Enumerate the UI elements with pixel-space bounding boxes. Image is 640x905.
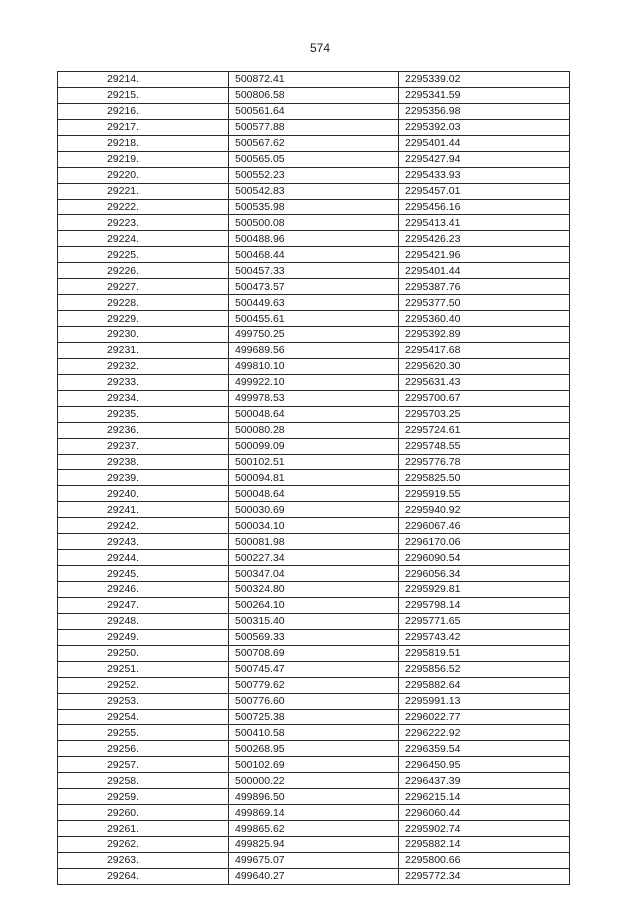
table-row: [58, 534, 570, 550]
table-row: [58, 757, 570, 773]
point-number-cell: 29215.: [58, 87, 229, 103]
point-number-cell: 29218.: [58, 135, 229, 151]
point-number-cell: 29227.: [58, 279, 229, 295]
point-number-cell: 29219.: [58, 151, 229, 167]
y-coordinate-cell: 2295392.89: [399, 327, 570, 343]
point-number-cell: 29264.: [58, 868, 229, 884]
point-number-cell: 29251.: [58, 661, 229, 677]
table-row: [58, 103, 570, 119]
point-number-cell: 29244.: [58, 550, 229, 566]
x-coordinate-cell: 500561.64: [229, 103, 399, 119]
point-number-cell: 29263.: [58, 852, 229, 868]
point-number-cell: 29214.: [58, 72, 229, 88]
x-coordinate-cell: 500034.10: [229, 518, 399, 534]
y-coordinate-cell: 2295772.34: [399, 868, 570, 884]
y-coordinate-cell: 2295339.02: [399, 72, 570, 88]
point-number-cell: 29242.: [58, 518, 229, 534]
table-row: [58, 135, 570, 151]
table-row: [58, 422, 570, 438]
point-number-cell: 29250.: [58, 645, 229, 661]
table-row: [58, 725, 570, 741]
x-coordinate-cell: 499978.53: [229, 390, 399, 406]
table-row: [58, 789, 570, 805]
point-number-cell: 29224.: [58, 231, 229, 247]
y-coordinate-cell: 2296222.92: [399, 725, 570, 741]
x-coordinate-cell: 500048.64: [229, 486, 399, 502]
table-row: [58, 183, 570, 199]
point-number-cell: 29246.: [58, 582, 229, 598]
point-number-cell: 29223.: [58, 215, 229, 231]
x-coordinate-cell: 500708.69: [229, 645, 399, 661]
point-number-cell: 29225.: [58, 247, 229, 263]
table-row: [58, 821, 570, 837]
y-coordinate-cell: 2295748.55: [399, 438, 570, 454]
x-coordinate-cell: 500102.69: [229, 757, 399, 773]
point-number-cell: 29256.: [58, 741, 229, 757]
table-row: [58, 805, 570, 821]
point-number-cell: 29228.: [58, 295, 229, 311]
table-row: [58, 327, 570, 343]
point-number-cell: 29248.: [58, 613, 229, 629]
x-coordinate-cell: 500081.98: [229, 534, 399, 550]
y-coordinate-cell: 2295940.92: [399, 502, 570, 518]
x-coordinate-cell: 499750.25: [229, 327, 399, 343]
point-number-cell: 29240.: [58, 486, 229, 502]
y-coordinate-cell: 2296450.95: [399, 757, 570, 773]
x-coordinate-cell: 500268.95: [229, 741, 399, 757]
point-number-cell: 29222.: [58, 199, 229, 215]
page-number: 574: [309, 41, 331, 55]
x-coordinate-cell: 500567.62: [229, 135, 399, 151]
table-row: [58, 87, 570, 103]
x-coordinate-cell: 500455.61: [229, 311, 399, 327]
coordinates-table: [57, 71, 570, 885]
table-row: [58, 119, 570, 135]
y-coordinate-cell: 2295991.13: [399, 693, 570, 709]
y-coordinate-cell: 2295413.41: [399, 215, 570, 231]
x-coordinate-cell: 499825.94: [229, 837, 399, 853]
x-coordinate-cell: 500000.22: [229, 773, 399, 789]
y-coordinate-cell: 2295703.25: [399, 406, 570, 422]
x-coordinate-cell: 500410.58: [229, 725, 399, 741]
x-coordinate-cell: 500468.44: [229, 247, 399, 263]
x-coordinate-cell: 499689.56: [229, 342, 399, 358]
x-coordinate-cell: 500500.08: [229, 215, 399, 231]
table-row: [58, 215, 570, 231]
x-coordinate-cell: 500779.62: [229, 677, 399, 693]
table-row: [58, 470, 570, 486]
x-coordinate-cell: 500488.96: [229, 231, 399, 247]
x-coordinate-cell: 500776.60: [229, 693, 399, 709]
table-row: [58, 231, 570, 247]
y-coordinate-cell: 2296215.14: [399, 789, 570, 805]
y-coordinate-cell: 2295620.30: [399, 358, 570, 374]
table-row: [58, 645, 570, 661]
point-number-cell: 29221.: [58, 183, 229, 199]
table-row: [58, 837, 570, 853]
point-number-cell: 29261.: [58, 821, 229, 837]
y-coordinate-cell: 2295456.16: [399, 199, 570, 215]
table-row: [58, 454, 570, 470]
y-coordinate-cell: 2295427.94: [399, 151, 570, 167]
table-row: [58, 597, 570, 613]
point-number-cell: 29220.: [58, 167, 229, 183]
point-number-cell: 29237.: [58, 438, 229, 454]
table-row: [58, 661, 570, 677]
y-coordinate-cell: 2295902.74: [399, 821, 570, 837]
point-number-cell: 29234.: [58, 390, 229, 406]
x-coordinate-cell: 500315.40: [229, 613, 399, 629]
table-row: [58, 868, 570, 884]
x-coordinate-cell: 500745.47: [229, 661, 399, 677]
y-coordinate-cell: 2296359.54: [399, 741, 570, 757]
y-coordinate-cell: 2295387.76: [399, 279, 570, 295]
table-row: [58, 311, 570, 327]
point-number-cell: 29233.: [58, 374, 229, 390]
table-row: [58, 295, 570, 311]
x-coordinate-cell: 500552.23: [229, 167, 399, 183]
y-coordinate-cell: 2295341.59: [399, 87, 570, 103]
point-number-cell: 29235.: [58, 406, 229, 422]
point-number-cell: 29259.: [58, 789, 229, 805]
y-coordinate-cell: 2295377.50: [399, 295, 570, 311]
point-number-cell: 29247.: [58, 597, 229, 613]
table-row: [58, 72, 570, 88]
y-coordinate-cell: 2295882.14: [399, 837, 570, 853]
y-coordinate-cell: 2295421.96: [399, 247, 570, 263]
table-row: [58, 167, 570, 183]
y-coordinate-cell: 2295743.42: [399, 629, 570, 645]
x-coordinate-cell: 500725.38: [229, 709, 399, 725]
y-coordinate-cell: 2295825.50: [399, 470, 570, 486]
point-number-cell: 29255.: [58, 725, 229, 741]
y-coordinate-cell: 2295457.01: [399, 183, 570, 199]
table-row: [58, 582, 570, 598]
table-row: [58, 518, 570, 534]
table-row: [58, 566, 570, 582]
y-coordinate-cell: 2295360.40: [399, 311, 570, 327]
point-number-cell: 29230.: [58, 327, 229, 343]
y-coordinate-cell: 2295819.51: [399, 645, 570, 661]
table-row: [58, 374, 570, 390]
table-row: [58, 613, 570, 629]
x-coordinate-cell: 500048.64: [229, 406, 399, 422]
table-row: [58, 852, 570, 868]
x-coordinate-cell: 499869.14: [229, 805, 399, 821]
x-coordinate-cell: 500099.09: [229, 438, 399, 454]
x-coordinate-cell: 500542.83: [229, 183, 399, 199]
x-coordinate-cell: 500577.88: [229, 119, 399, 135]
y-coordinate-cell: 2295433.93: [399, 167, 570, 183]
x-coordinate-cell: 499896.50: [229, 789, 399, 805]
x-coordinate-cell: 500264.10: [229, 597, 399, 613]
table-row: [58, 486, 570, 502]
point-number-cell: 29236.: [58, 422, 229, 438]
table-row: [58, 358, 570, 374]
x-coordinate-cell: 499810.10: [229, 358, 399, 374]
table-row: [58, 151, 570, 167]
x-coordinate-cell: 500565.05: [229, 151, 399, 167]
y-coordinate-cell: 2295426.23: [399, 231, 570, 247]
x-coordinate-cell: 500457.33: [229, 263, 399, 279]
y-coordinate-cell: 2296170.06: [399, 534, 570, 550]
table-row: [58, 773, 570, 789]
table-row: [58, 342, 570, 358]
point-number-cell: 29217.: [58, 119, 229, 135]
point-number-cell: 29238.: [58, 454, 229, 470]
x-coordinate-cell: 500872.41: [229, 72, 399, 88]
x-coordinate-cell: 500806.58: [229, 87, 399, 103]
table-row: [58, 199, 570, 215]
y-coordinate-cell: 2295882.64: [399, 677, 570, 693]
table-row: [58, 263, 570, 279]
x-coordinate-cell: 500080.28: [229, 422, 399, 438]
y-coordinate-cell: 2295771.65: [399, 613, 570, 629]
x-coordinate-cell: 500324.80: [229, 582, 399, 598]
point-number-cell: 29241.: [58, 502, 229, 518]
table-row: [58, 438, 570, 454]
point-number-cell: 29249.: [58, 629, 229, 645]
x-coordinate-cell: 500569.33: [229, 629, 399, 645]
x-coordinate-cell: 499865.62: [229, 821, 399, 837]
point-number-cell: 29262.: [58, 837, 229, 853]
table-row: [58, 247, 570, 263]
table-row: [58, 406, 570, 422]
y-coordinate-cell: 2296067.46: [399, 518, 570, 534]
y-coordinate-cell: 2295417.68: [399, 342, 570, 358]
point-number-cell: 29260.: [58, 805, 229, 821]
x-coordinate-cell: 500227.34: [229, 550, 399, 566]
y-coordinate-cell: 2295929.81: [399, 582, 570, 598]
table-row: [58, 709, 570, 725]
y-coordinate-cell: 2295631.43: [399, 374, 570, 390]
x-coordinate-cell: 500473.57: [229, 279, 399, 295]
point-number-cell: 29229.: [58, 311, 229, 327]
table-row: [58, 677, 570, 693]
point-number-cell: 29254.: [58, 709, 229, 725]
y-coordinate-cell: 2295700.67: [399, 390, 570, 406]
y-coordinate-cell: 2296022.77: [399, 709, 570, 725]
table-row: [58, 629, 570, 645]
point-number-cell: 29231.: [58, 342, 229, 358]
table-row: [58, 693, 570, 709]
y-coordinate-cell: 2295356.98: [399, 103, 570, 119]
x-coordinate-cell: 500347.04: [229, 566, 399, 582]
x-coordinate-cell: 500030.69: [229, 502, 399, 518]
point-number-cell: 29239.: [58, 470, 229, 486]
y-coordinate-cell: 2295392.03: [399, 119, 570, 135]
point-number-cell: 29245.: [58, 566, 229, 582]
x-coordinate-cell: 500449.63: [229, 295, 399, 311]
point-number-cell: 29258.: [58, 773, 229, 789]
y-coordinate-cell: 2295856.52: [399, 661, 570, 677]
y-coordinate-cell: 2296090.54: [399, 550, 570, 566]
point-number-cell: 29257.: [58, 757, 229, 773]
table-row: [58, 390, 570, 406]
y-coordinate-cell: 2295401.44: [399, 135, 570, 151]
x-coordinate-cell: 500535.98: [229, 199, 399, 215]
table-row: [58, 502, 570, 518]
point-number-cell: 29216.: [58, 103, 229, 119]
y-coordinate-cell: 2295800.66: [399, 852, 570, 868]
y-coordinate-cell: 2295798.14: [399, 597, 570, 613]
table-row: [58, 279, 570, 295]
y-coordinate-cell: 2295776.78: [399, 454, 570, 470]
y-coordinate-cell: 2296437.39: [399, 773, 570, 789]
y-coordinate-cell: 2296056.34: [399, 566, 570, 582]
point-number-cell: 29253.: [58, 693, 229, 709]
y-coordinate-cell: 2295919.55: [399, 486, 570, 502]
point-number-cell: 29226.: [58, 263, 229, 279]
y-coordinate-cell: 2295724.61: [399, 422, 570, 438]
y-coordinate-cell: 2295401.44: [399, 263, 570, 279]
x-coordinate-cell: 499675.07: [229, 852, 399, 868]
table-row: [58, 550, 570, 566]
x-coordinate-cell: 499640.27: [229, 868, 399, 884]
x-coordinate-cell: 500094.81: [229, 470, 399, 486]
point-number-cell: 29252.: [58, 677, 229, 693]
x-coordinate-cell: 500102.51: [229, 454, 399, 470]
y-coordinate-cell: 2296060.44: [399, 805, 570, 821]
table-row: [58, 741, 570, 757]
point-number-cell: 29243.: [58, 534, 229, 550]
x-coordinate-cell: 499922.10: [229, 374, 399, 390]
coordinates-table-body: [58, 72, 570, 885]
point-number-cell: 29232.: [58, 358, 229, 374]
